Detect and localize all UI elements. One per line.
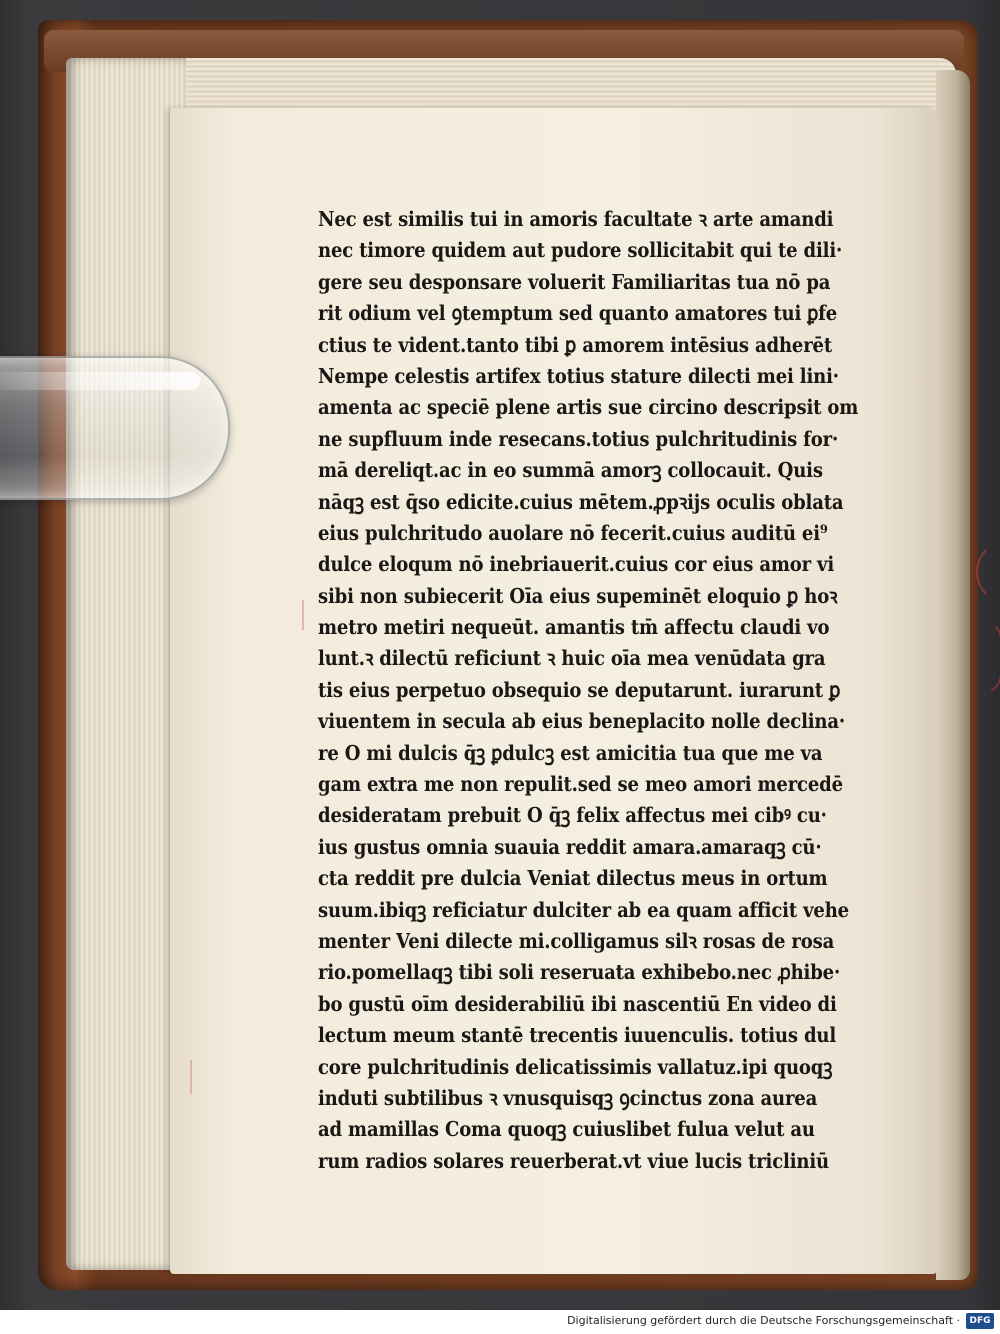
text-line: suum.ibiqꝫ reficiatur dulciter ab ea quam afficit vehe <box>318 897 849 922</box>
text-line: viuentem in secula ab eius beneplacito nolle declina· <box>318 709 845 734</box>
text-line: amenta ac speciē plene artis sue circino descripsit om <box>318 395 859 420</box>
text-line: gam extra me non repulit.sed se meo amori mercedē <box>318 772 843 797</box>
text-line: Nec est similis tui in amoris facultate ꝛ arte amandi <box>318 207 834 231</box>
funding-credit: Digitalisierung gefördert durch die Deutsche Forschungsgemeinschaft · <box>567 1314 960 1327</box>
text-line: lectum meum stantē trecentis iuuenculis. totius dul <box>318 1023 837 1048</box>
text-line: re O mi dulcis q̄ꝫ ꝑdulcꝫ est amicitia tua que me va <box>318 740 823 765</box>
red-pencil-mark <box>302 600 304 630</box>
text-line: menter Veni dilecte mi.colligamus silꝛ rosas de rosa <box>318 928 835 953</box>
text-line: lunt.ꝛ dilectū reficiunt ꝛ huic oīa mea venūdata gra <box>318 646 826 671</box>
page-stack-left <box>66 58 186 1270</box>
text-line: cta reddit pre dulcia Veniat dilectus meus in ortum <box>318 866 828 891</box>
text-line: ctius te vident.tanto tibi ꝑ amorem intēsius adherēt <box>318 332 832 357</box>
text-line: bo gustū oīm desiderabiliū ibi nascentiū En video di <box>318 991 837 1016</box>
red-pencil-mark <box>190 1060 192 1094</box>
blackletter-text-block <box>318 204 940 1177</box>
text-line: ius gustus omnia suauia reddit amara.amaraqꝫ cū· <box>318 834 822 859</box>
red-pencil-mark <box>976 540 1000 604</box>
text-line: ad mamillas Coma quoqꝫ cuiuslibet fulua velut au <box>318 1117 815 1142</box>
text-line: tis eius perpetuo obsequio se deputarunt. iurarunt ꝑ <box>318 677 841 702</box>
text-line: sibi non subiecerit Oīa eius supeminēt eloquio ꝑ hoꝛ <box>318 583 838 608</box>
text-line: nāqꝫ est q̄so edicite.cuius mētem.ꝓpꝛijs oculis oblata <box>318 489 844 514</box>
text-line: desideratam prebuit O q̄ꝫ felix affectus mei cibꝰ cu· <box>318 803 827 828</box>
glass-clip-highlight <box>0 372 200 390</box>
text-line: dulce eloqum nō inebriauerit.cuius cor eius amor vi <box>318 552 835 577</box>
text-line: induti subtilibus ꝛ vnusquisqꝫ ꝯcinctus zona aurea <box>318 1085 818 1110</box>
text-line: Nempe celestis artifex totius stature dilecti mei lini· <box>318 363 839 388</box>
text-line: rio.pomellaqꝫ tibi soli reseruata exhibebo.nec ꝓhibe· <box>318 960 841 985</box>
red-pencil-mark <box>982 620 1000 694</box>
text-line: core pulchritudinis delicatissimis vallatuz.ipi quoqꝫ <box>318 1054 833 1079</box>
footer-bar <box>0 1310 1000 1334</box>
text-line: rit odium vel ꝯtemptum sed quanto amatores tui ꝑfe <box>318 301 838 326</box>
text-line: eius pulchritudo auolare nō fecerit.cuius auditū ei⁹ <box>318 520 828 545</box>
text-line: mā dereliqt.ac in eo summā amorꝫ collocauit. Quis <box>318 458 823 483</box>
text-line: gere seu desponsare voluerit Familiaritas tua nō pa <box>318 269 831 294</box>
text-line: rum radios solares reuerberat.vt viue lucis tricliniū <box>318 1148 829 1173</box>
text-line: metro metiri nequeūt. amantis tm̄ affectu claudi vo <box>318 615 830 640</box>
text-line: ne supfluum inde resecans.totius pulchritudinis for· <box>318 426 839 451</box>
right-page-edge <box>936 70 970 1280</box>
dfg-logo-icon: DFG <box>966 1313 994 1329</box>
text-line: nec timore quidem aut pudore sollicitabit qui te dili· <box>318 238 843 263</box>
